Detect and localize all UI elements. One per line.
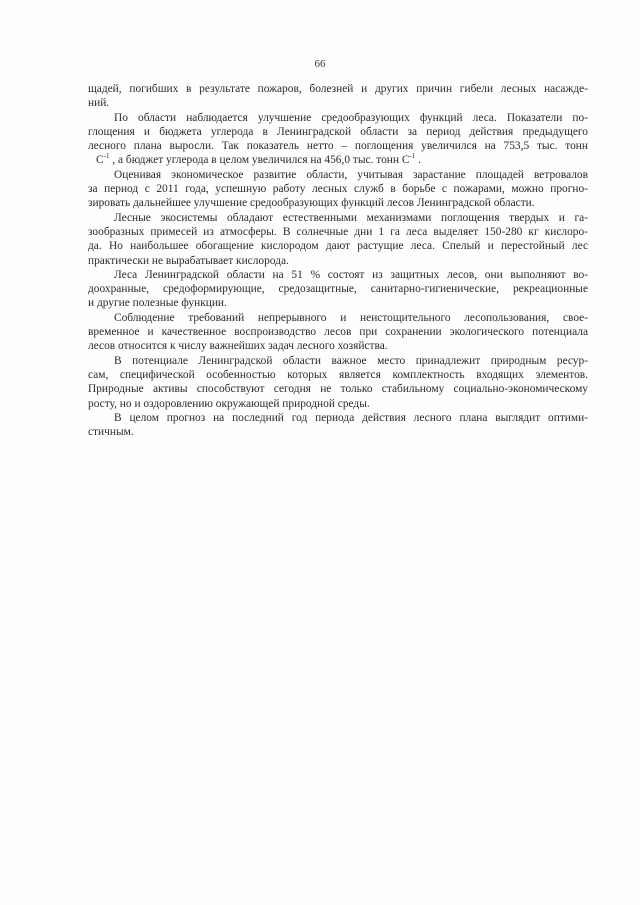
- document-body: [88, 82, 588, 439]
- text-line: Лесные экосистемы обладают естественными механизмами поглощения твердых и га-: [114, 211, 588, 224]
- text-line: зообразных примесей из атмосферы. В солнечные дни 1 га леса выделяет 150-280 кг кислоро-: [88, 225, 588, 238]
- text-line: В целом прогноз на последний год периода действия лесного плана выглядит оптими-: [114, 411, 588, 424]
- paragraph-3: [88, 168, 588, 211]
- text-line: сам, специфической особенностью которых является комплектность входящих элементов.: [88, 368, 588, 381]
- text-line: В потенциале Ленинградской области важное место принадлежит природным ресур-: [114, 354, 588, 367]
- paragraph-4: [88, 211, 588, 268]
- paragraph-2: [88, 111, 588, 168]
- text-line: доохранные, средоформирующие, средозащитные, санитарно-гигиенические, рекреационные: [88, 283, 588, 296]
- carbon-formula-line: [88, 153, 588, 167]
- text-line: Оценивая экономическое развитие области, учитывая зарастание площадей ветровалов: [114, 168, 588, 181]
- text-line: и другие полезные функции.: [88, 297, 227, 310]
- paragraph-8: [88, 411, 588, 440]
- formula-exponent: -1: [409, 152, 416, 161]
- text-line: Соблюдение требований непрерывного и неистощительного лесопользования, свое-: [114, 311, 588, 324]
- text-line: лесного плана выросли. Так показатель нетто – поглощения увеличился на 753,5 тыс. тонн: [88, 140, 588, 153]
- text-line: практически не вырабатывает кислорода.: [88, 254, 289, 267]
- paragraph-6: [88, 311, 588, 354]
- paragraph-7: [88, 354, 588, 411]
- paragraph-1: [88, 82, 588, 111]
- formula-unit: С: [96, 154, 104, 167]
- paragraph-5: [88, 268, 588, 311]
- text-line: зировать дальнейшее улучшение средообразующих функций лесов Ленинградской области.: [88, 197, 535, 210]
- text-line: росту, но и оздоровлению окружающей природной среды.: [88, 397, 370, 410]
- text-line: Леса Ленинградской области на 51 % состоят из защитных лесов, они выполняют во-: [114, 268, 588, 281]
- text-line: стичным.: [88, 426, 134, 439]
- text-line: за период с 2011 года, успешную работу лесных служб в борьбе с пожарами, можно прогно-: [88, 183, 588, 196]
- formula-end: .: [415, 154, 421, 167]
- text-line: временное и качественное воспроизводство лесов при сохранении экологического потенциала: [88, 326, 588, 339]
- text-line: ний.: [88, 97, 110, 110]
- text-line: глощения и бюджета углерода в Ленинградской области за период действия предыдущего: [88, 125, 588, 138]
- text-line: щадей, погибших в результате пожаров, болезней и других причин гибели лесных насажде-: [88, 83, 588, 95]
- text-line: По области наблюдается улучшение средообразующих функций леса. Показатели по-: [114, 111, 588, 124]
- formula-text: , а бюджет углерода в целом увеличился на 456,0 тыс. тонн С: [109, 154, 410, 167]
- page-number: 66: [314, 58, 326, 70]
- text-line: лесов относится к числу важнейших задач лесного хозяйства.: [88, 340, 388, 353]
- text-line: Природные активы способствуют сегодня не только стабильному социально-экономическому: [88, 383, 588, 396]
- formula-exponent: -1: [103, 152, 110, 161]
- text-line: да. Но наибольшее обогащение кислородом дают растущие леса. Спелый и перестойный лес: [88, 240, 588, 253]
